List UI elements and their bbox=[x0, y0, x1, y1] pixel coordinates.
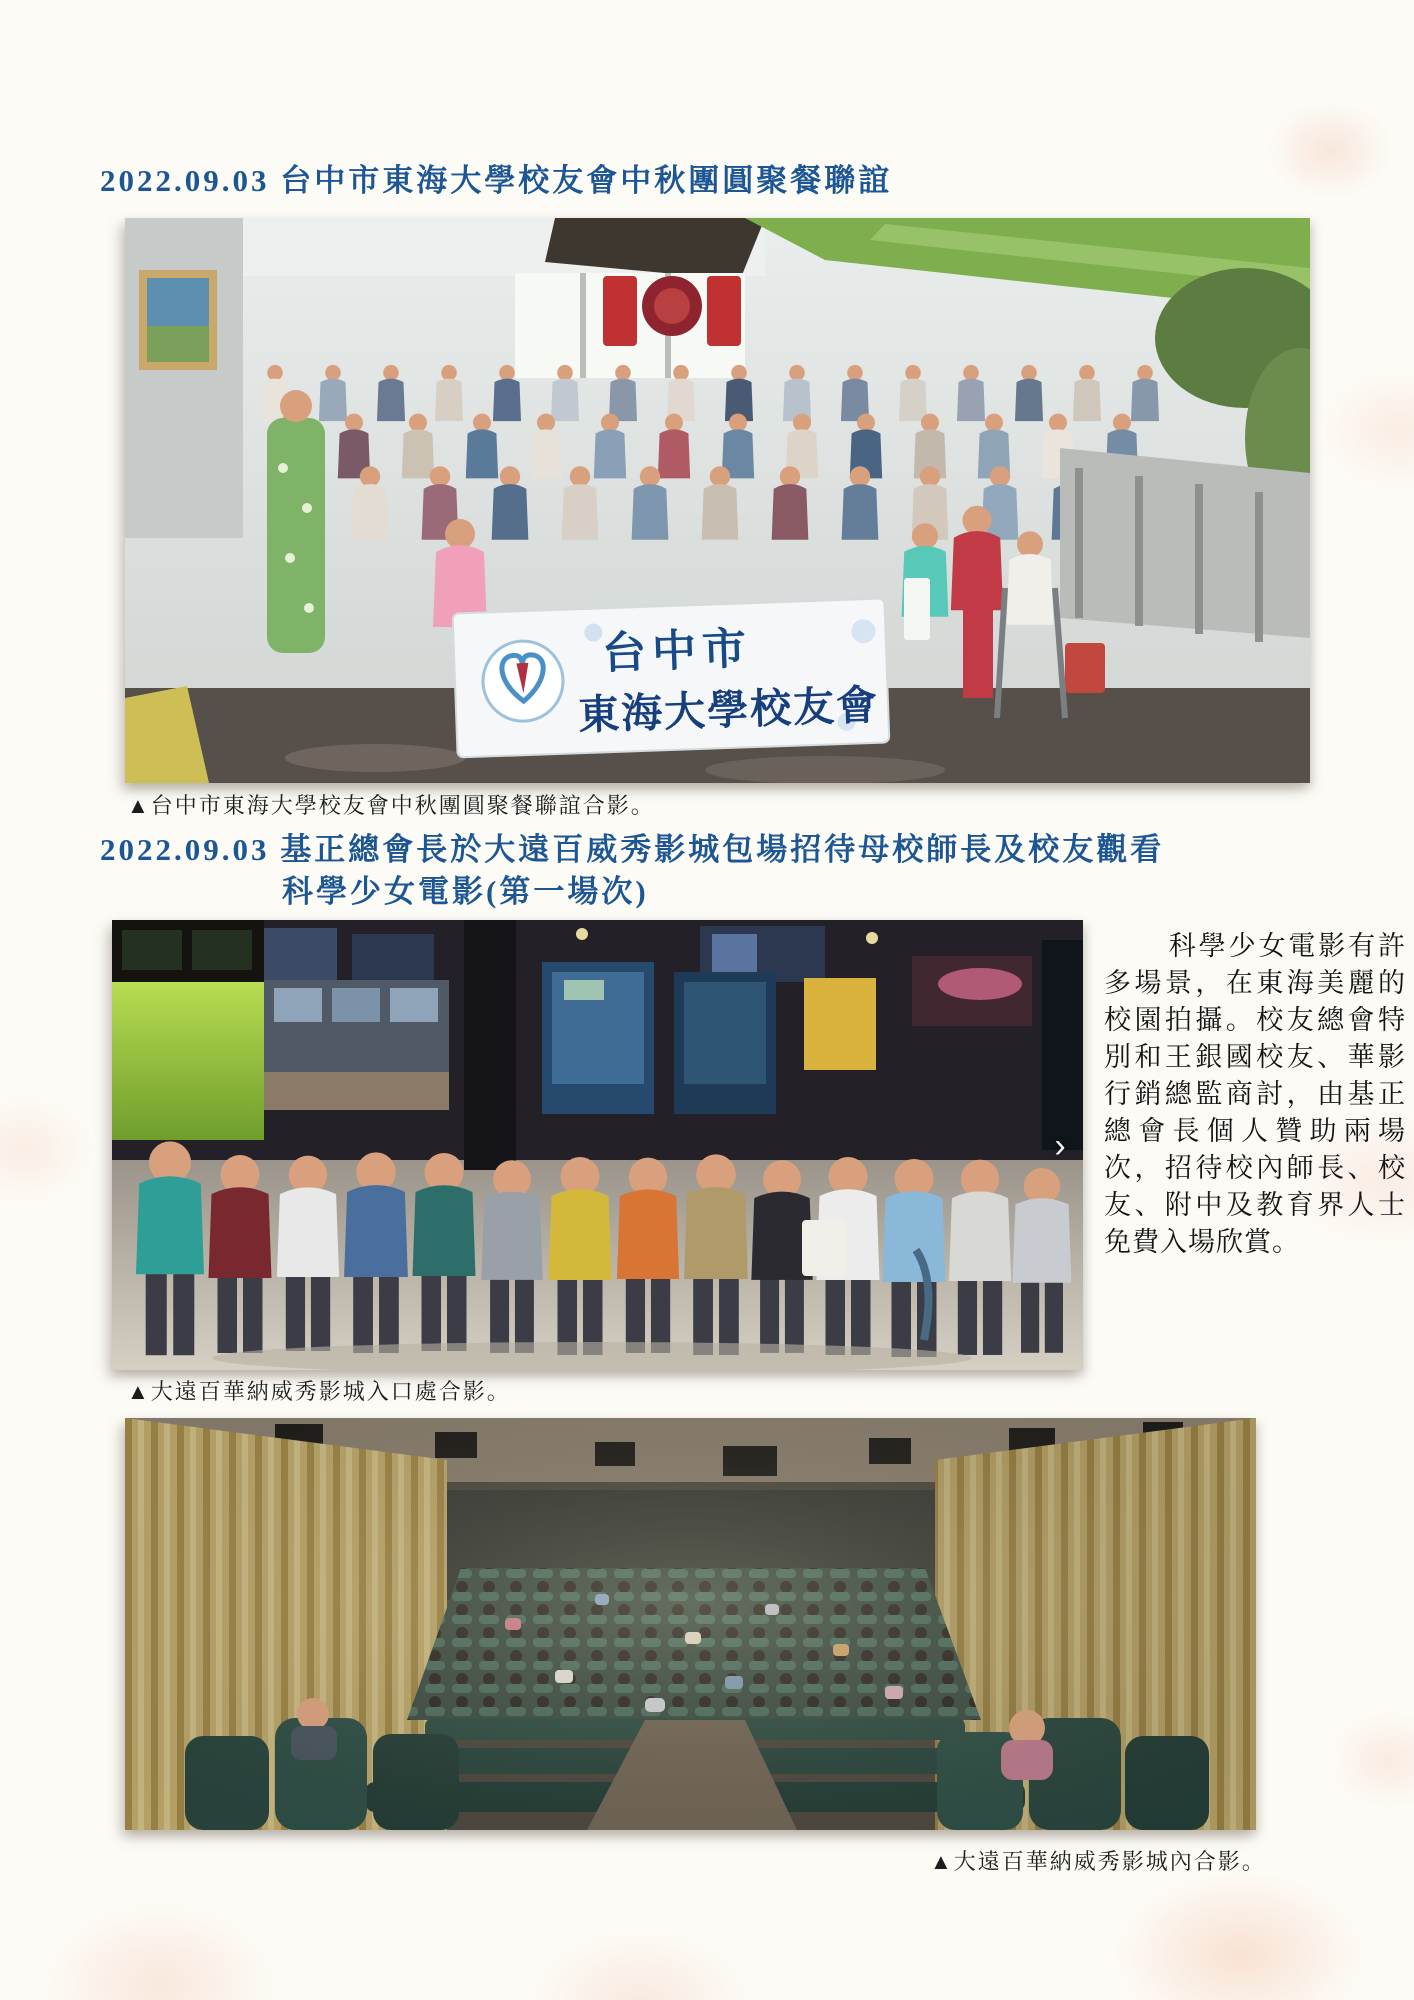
section2-title-line2: 科學少女電影(第一場次) bbox=[282, 874, 649, 909]
cinema-lobby-illustration bbox=[112, 920, 1083, 1370]
section1-title: 2022.09.03 台中市東海大學校友會中秋團圓聚餐聯誼 bbox=[100, 163, 893, 198]
red-banner-decor bbox=[603, 276, 741, 346]
next-photo-arrow[interactable]: › bbox=[1054, 1127, 1066, 1165]
yellow-sign bbox=[804, 978, 876, 1070]
green-glow-wall bbox=[112, 982, 264, 1140]
small-sign bbox=[904, 578, 930, 640]
concession-area bbox=[264, 980, 449, 1110]
section2-caption: ▲大遠百華納威秀影城入口處合影。 bbox=[127, 1379, 511, 1404]
section1-photo bbox=[125, 218, 1310, 783]
section2-title-line1: 2022.09.03 基正總會長於大遠百威秀影城包場招待母校師長及校友觀看 bbox=[100, 832, 1165, 867]
section2-body: 科學少女電影有許多場景，在東海美麗的校園拍攝。校友總會特別和王銀國校友、華影行銷總監商討，由基正總會長個人贊助兩場次，招待校內師長、校友、附中及教育界人士免費入場欣賞。 bbox=[1104, 931, 1406, 1257]
banner-text-line2: 東海大學校友會 bbox=[577, 681, 880, 739]
banner-text-line1: 台中市 bbox=[601, 624, 753, 679]
alumni-banner bbox=[453, 598, 890, 757]
red-bucket bbox=[1065, 643, 1105, 693]
paper-bag bbox=[802, 1220, 846, 1276]
section1-caption: ▲台中市東海大學校友會中秋團圓聚餐聯誼合影。 bbox=[127, 793, 655, 818]
section2-photo bbox=[112, 920, 1083, 1370]
cinema-interior-illustration bbox=[125, 1418, 1256, 1830]
banquet-scene-illustration bbox=[125, 218, 1310, 783]
section3-photo bbox=[125, 1418, 1256, 1830]
section3-caption: ▲大遠百華納威秀影城內合影。 bbox=[930, 1849, 1266, 1874]
